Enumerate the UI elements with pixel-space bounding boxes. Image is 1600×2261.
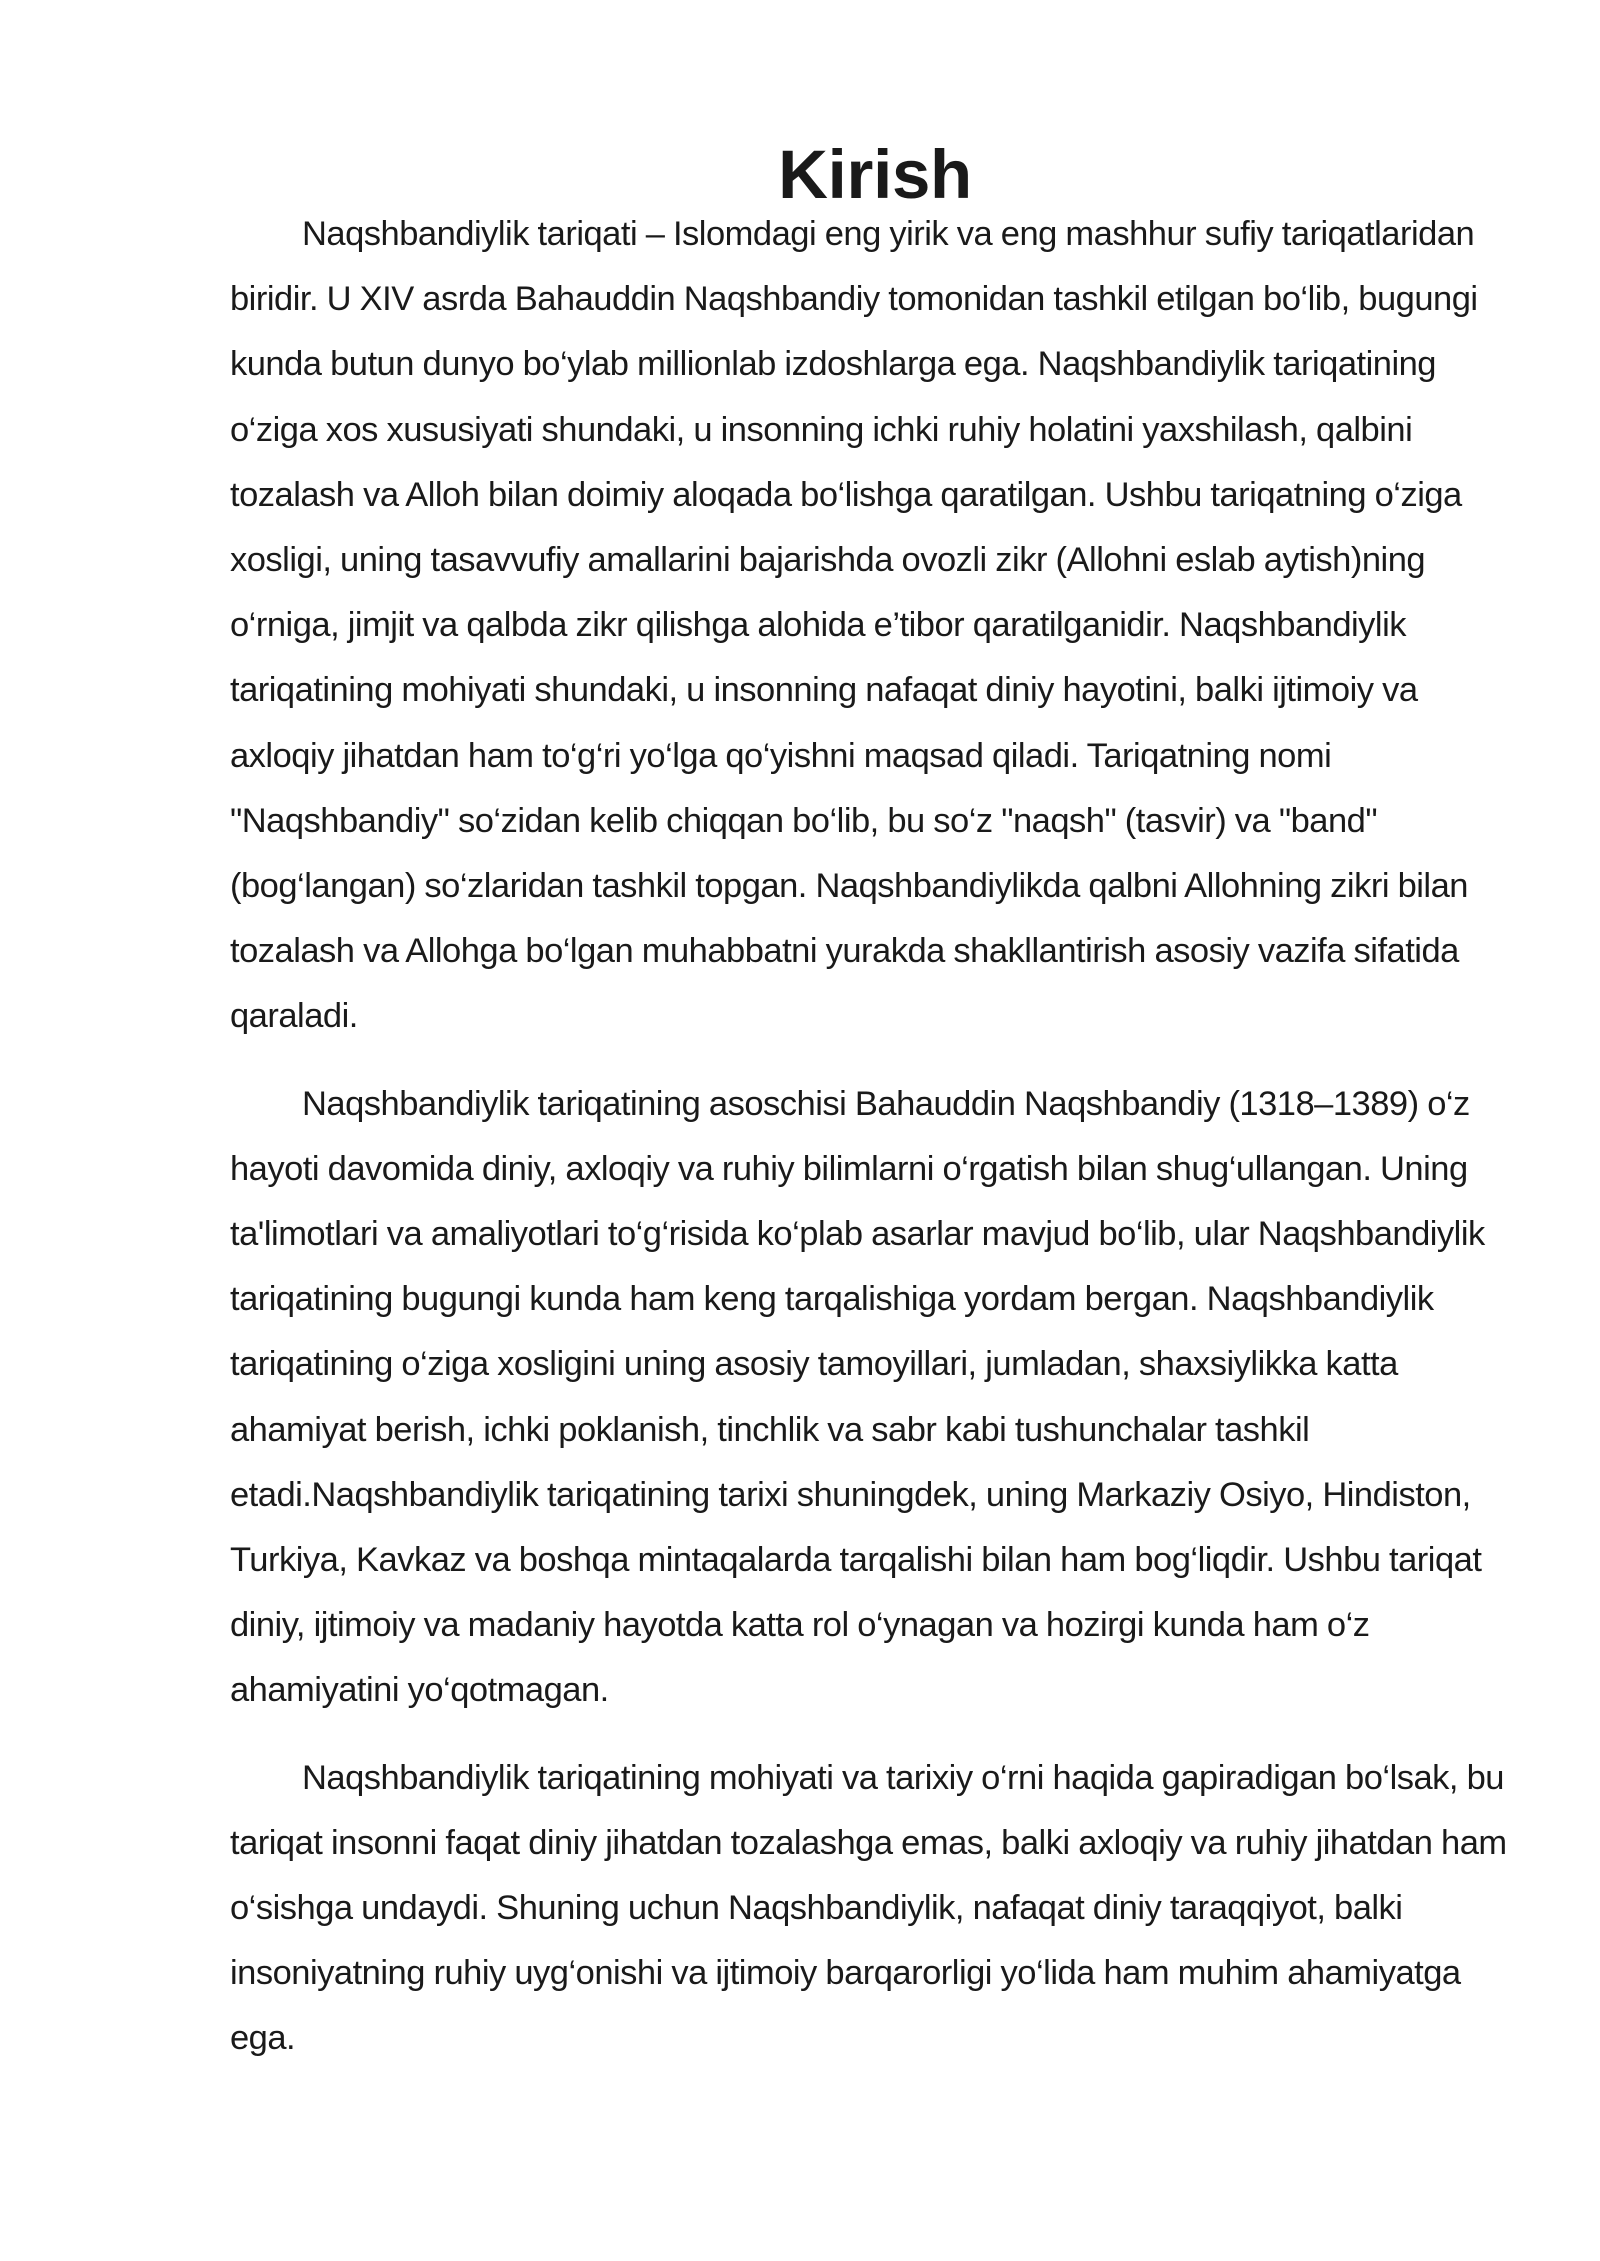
document-body xyxy=(230,136,1520,2094)
paragraph-intro: Naqshbandiylik tariqati – Islomdagi eng yirik va eng mashhur sufiy tariqatlaridan biridir. U XIV asrda Bahauddin Naqshbandiy tomonidan tashkil etilgan bo‘lib, bugungi kunda butun dunyo bo‘ylab millionlab izdoshlarga ega. Naqshbandiylik tariqatining o‘ziga xos xususiyati shundaki, u insonning ichki ruhiy holatini yaxshilash, qalbini tozalash va Alloh bilan doimiy aloqada bo‘lishga qaratilgan. Ushbu tariqatning o‘ziga xosligi, uning tasavvufiy amallarini bajarishda ovozli zikr (Allohni eslab aytish)ning o‘rniga, jimjit va qalbda zikr qilishga alohida e’tibor qaratilganidir. Naqshbandiylik tariqatining mohiyati shundaki, u insonning nafaqat diniy hayotini, balki ijtimoiy va axloqiy jihatdan ham to‘g‘ri yo‘lga qo‘yishni maqsad qiladi. Tariqatning nomi "Naqshbandiy" so‘zidan kelib chiqqan bo‘lib, bu so‘z "naqsh" (tasvir) va "band" (bog‘langan) so‘zlaridan tashkil topgan. Naqshbandiylikda qalbni Allohning zikri bilan tozalash va Allohga bo‘lgan muhabbatni yurakda shakllantirish asosiy vazifa sifatida qaraladi. xyxy=(230,215,1478,1036)
paragraph-founder: Naqshbandiylik tariqatining asoschisi Bahauddin Naqshbandiy (1318–1389) o‘z hayoti davomida diniy, axloqiy va ruhiy bilimlarni o‘rgatish bilan shug‘ullangan. Uning ta'limotlari va amaliyotlari to‘g‘risida ko‘plab asarlar mavjud bo‘lib, ular Naqshbandiylik tariqatining bugungi kunda ham keng tarqalishiga yordam bergan. Naqshbandiylik tariqatining o‘ziga xosligini uning asosiy tamoyillari, jumladan, shaxsiylikka katta ahamiyat berish, ichki poklanish, tinchlik va sabr kabi tushunchalar tashkil etadi.Naqshbandiylik tariqatining tarixi shuningdek, uning Markaziy Osiyo, Hindiston, Turkiya, Kavkaz va boshqa mintaqalarda tarqalishi bilan ham bog‘liqdir. Ushbu tariqat diniy, ijtimoiy va madaniy hayotda katta rol o‘ynagan va hozirgi kunda ham o‘z ahamiyatini yo‘qotmagan. xyxy=(230,1084,1485,1710)
page-title: Kirish xyxy=(778,136,972,213)
paragraph-significance: Naqshbandiylik tariqatining mohiyati va tarixiy o‘rni haqida gapiradigan bo‘lsak, bu tariqat insonni faqat diniy jihatdan tozalashga emas, balki axloqiy va ruhiy jihatdan ham o‘sishga undaydi. Shuning uchun Naqshbandiylik, nafaqat diniy taraqqiyot, balki insoniyatning ruhiy uyg‘onishi va ijtimoiy barqarorligi yo‘lida ham muhim ahamiyatga ega. xyxy=(230,1758,1507,2058)
